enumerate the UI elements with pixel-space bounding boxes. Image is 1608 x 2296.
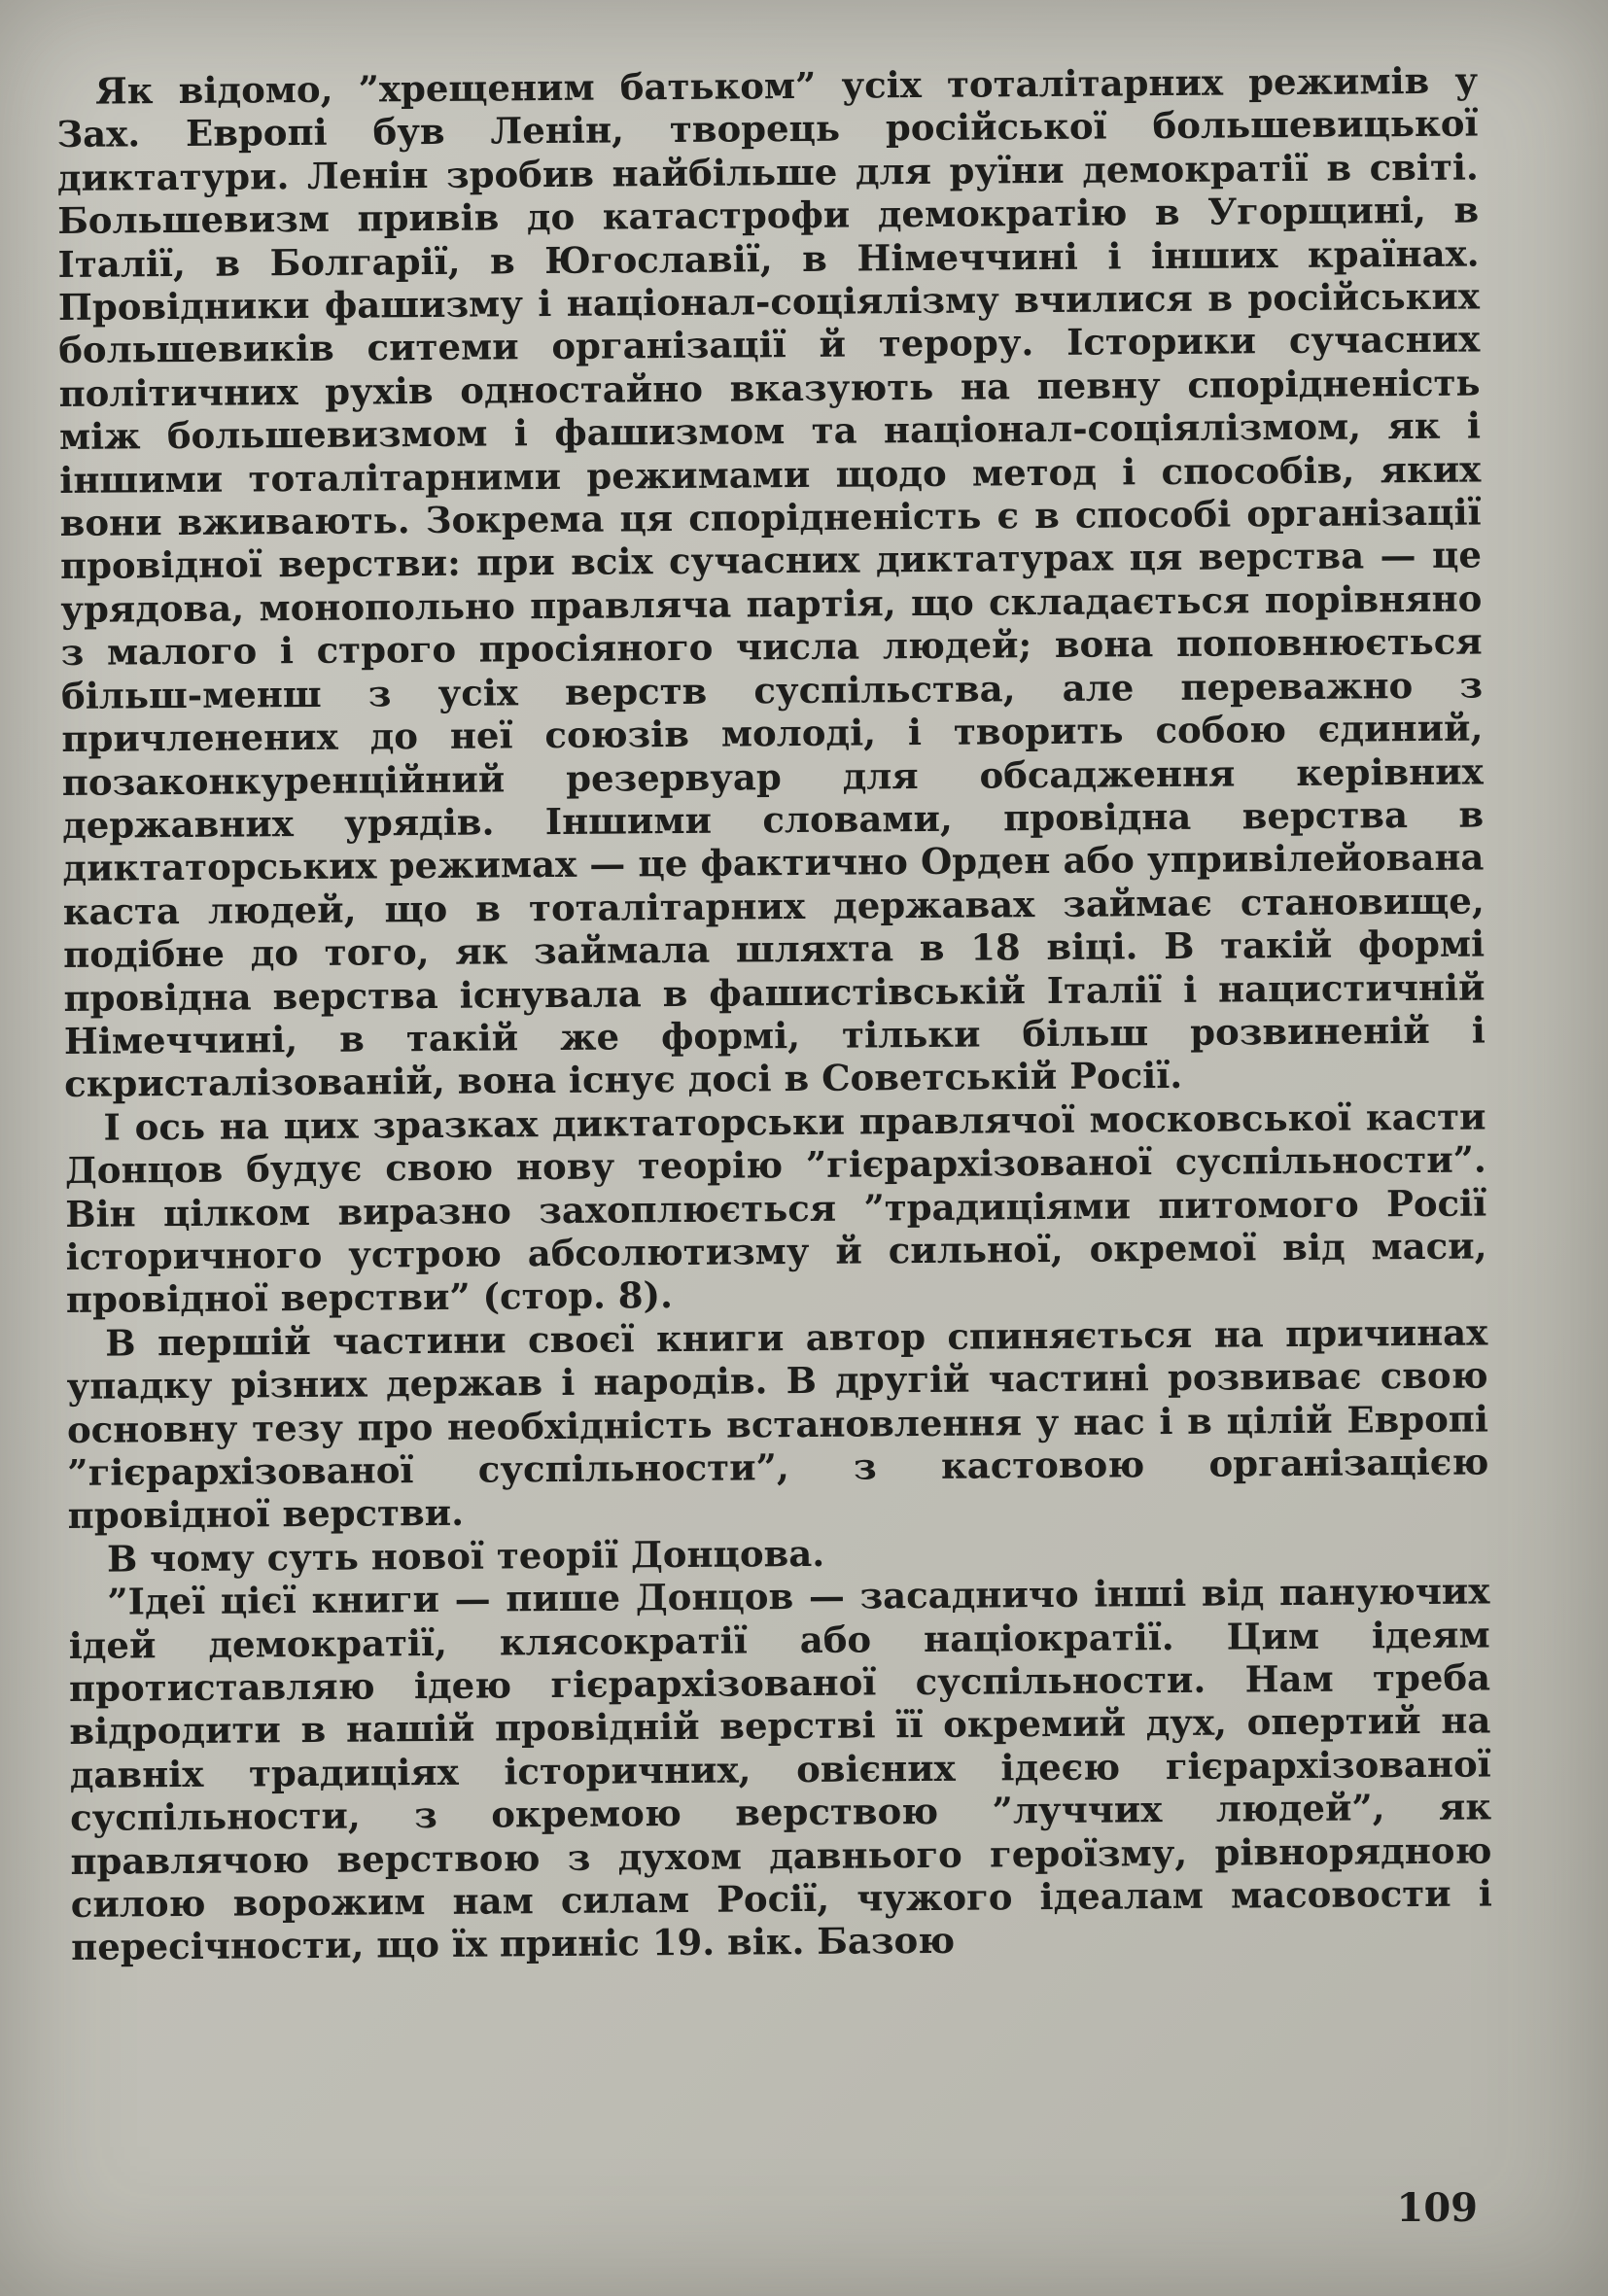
paragraph-3: В першій частини своєї книги автор спиняється на причинах упадку різних держав і народів. В другій частині розвиває свою основну тезу про необхідність встановлення у нас і в цілій Европі ”гієрархізованої суспільности”, з кастовою організацією провідної верстви. <box>66 1310 1489 1538</box>
paragraph-2: І ось на цих зразках диктаторськи правлячої московської касти Донцов будує свою нову теорію ”гієрархізованої суспільности”. Він цілком виразно захоплюється ”традиціями питомого Росії історичного устрою абсолютизму й сильної, окремої від маси, провідної верстви” (стор. 8). <box>64 1095 1487 1322</box>
page-number: 109 <box>1396 2185 1478 2231</box>
paragraph-5: ”Ідеї цієї книги — пише Донцов — засадничо інші від пануючих ідей демократії, клясократії або націократії. Цим ідеям протиставляю ідею гієрархізованої суспільности. Нам треба відродити в нашій провідній верстві її окремий дух, опертий на давніх традиціях історичних, овієних ідеєю гієрархізованої суспільности, з окремою верствою ”луччих людей”, як правлячою верствою з духом давнього героїзму, рівнорядною силою ворожим нам силам Росії, чужого ідеалам масовости і пересічности, що їх приніс 19. вік. Базою <box>68 1569 1492 1969</box>
body-text <box>56 59 1492 1969</box>
paragraph-1: Як відомо, ”хрещеним батьком” усіх тоталітарних режимів у Зах. Европі був Ленін, творець російської большевицької диктатури. Ленін зробив найбільше для руїни демократії в світі. Большевизм привів до катастрофи демократію в Угорщині, в Італії, в Болгарії, в Югославії, в Німеччині і інших країнах. Провідники фашизму і націонал-соціялізму вчилися в російських большевиків ситеми організації й терору. Історики сучасних політичних рухів одностайно вказують на певну спорідненість між большевизмом і фашизмом та націонал-соціялізмом, як і іншими тоталітарними режимами щодо метод і способів, яких вони вживають. Зокрема ця спорідненість є в способі організації провідної верстви: при всіх сучасних диктатурах ця верства — це урядова, монопольно правляча партія, що складається порівняно з малого і строго просіяного числа людей; вона поповнюється більш-менш з усіх верств суспільства, але переважно з причленених до неї союзів молоді, і творить собою єдиний, позаконкуренційний резервуар для обсадження керівних державних урядів. Іншими словами, провідна верства в диктаторських режимах — це фактично Орден або упривілейована каста людей, що в тоталітарних державах займає становище, подібне до того, як займала шляхта в 18 віці. В такій формі провідна верства існувала в фашистівській Італії і нацистичній Німеччині, в такій же формі, тільки більш розвиненій і скристалізованій, вона існує досі в Советській Росії. <box>56 58 1486 1106</box>
paragraph-4: В чому суть нової теорії Донцова. <box>106 1531 825 1581</box>
